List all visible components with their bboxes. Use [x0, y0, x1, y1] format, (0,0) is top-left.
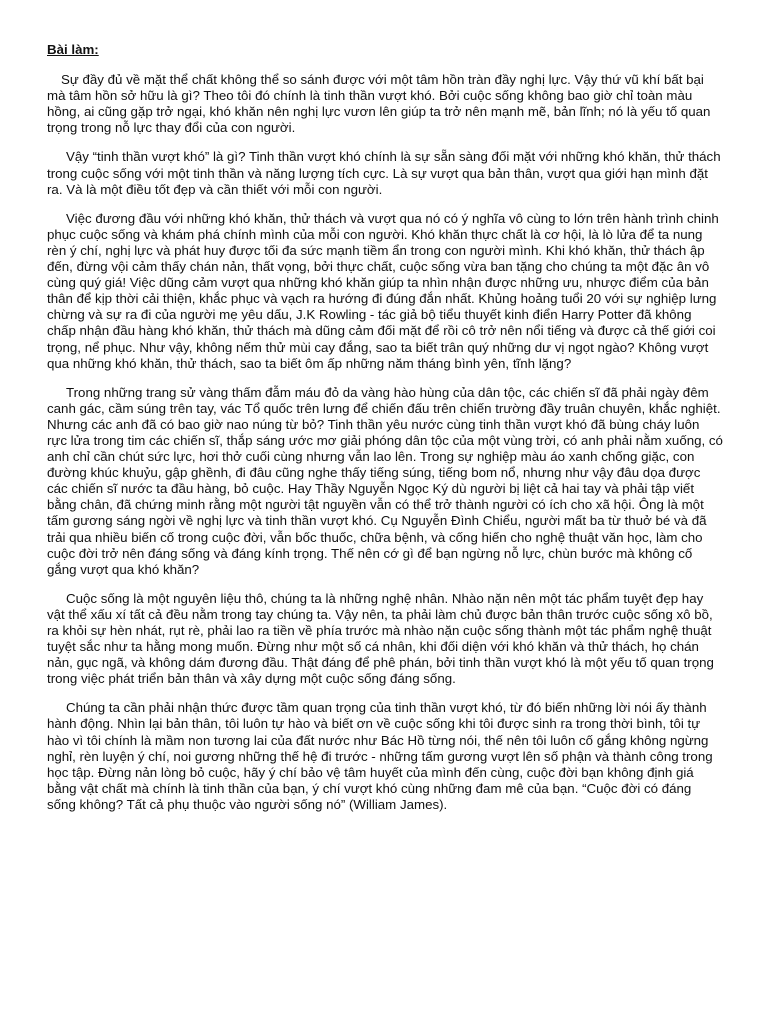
paragraph-critique: Cuộc sống là một nguyên liệu thô, chúng ta là những nghệ nhân. Nhào nặn nên một tác phẩm tuyệt đẹp hay vật thể xấu xí tất cả đều nằm trong tay chúng ta. Vậy nên, ta phải làm chủ được bản thân trước cuộc sống xô bồ, ra khỏi sự hèn nhát, rụt rè, phải lao ra tiền về phía trước mà nhào nặn cuộc sống thành một tác phẩm nghệ thuật tuyệt sắc như ta hằng mong muốn. Đừng như một số cá nhân, khi đối diện với khó khăn và thử thách, họ chán nản, gục ngã, và không dám đương đầu. Thật đáng để phê phán, bởi tinh thần vượt khó là một yếu tố quan trọng trong việc phát triển bản thân và xây dựng một cuộc sống đáng sống.: [47, 590, 714, 687]
paragraph-intro: Sự đầy đủ về mặt thể chất không thể so sánh được với một tâm hồn tràn đầy nghị lực. Vậy thứ vũ khí bất bại mà tâm hồn sở hữu là gì? Theo tôi đó chính là tinh thần vượt khó. Bởi cuộc sống không bao giờ chỉ toàn màu hồng, ai cũng gặp trở ngại, khó khăn nên nghị lực vươn lên giúp ta trở nên mạnh mẽ, bản lĩnh; nó là yếu tố quan trọng trong nỗ lực thay đổi của con người.: [47, 72, 711, 136]
paragraph-definition: Vậy “tinh thần vượt khó” là gì? Tinh thần vượt khó chính là sự sẵn sàng đối mặt với những khó khăn, thử thách trong cuộc sống với một tinh thần và năng lượng tích cực. Là sự vượt qua bản thân, vượt qua giới hạn mình đặt ra. Và là một điều tốt đẹp và cần thiết với mỗi con người.: [47, 149, 721, 197]
essay-heading: Bài làm:: [47, 42, 99, 57]
essay-body: [47, 42, 723, 826]
paragraph-examples: Trong những trang sử vàng thấm đẫm máu đỏ da vàng hào hùng của dân tộc, các chiến sĩ đã phải ngày đêm canh gác, cầm súng trên tay, vác Tổ quốc trên lưng để chiến đấu trên chiến trường đầy truân chuyên, khắc nghiệt. Nhưng các anh đã có bao giờ nao núng từ bỏ? Tinh thần yêu nước cùng tinh thần vượt khó đã bùng cháy luôn rực lửa trong tim các chiến sĩ, thắp sáng ước mơ giải phóng dân tộc của một vùng trời, có anh phải nằm xuống, có anh chỉ cần chút sức lực, hơi thở cuối cùng nhưng vẫn lao lên. Trong sự nghiệp màu áo xanh chống giặc, con đường khúc khuỷu, gập ghềnh, đi đâu cũng nghe thấy tiếng súng, tiếng bom nổ, nhưng như vậy đâu dọa được các chiến sĩ nước ta đầu hàng, bỏ cuộc. Hay Thầy Nguyễn Ngọc Ký dù người bị liệt cả hai tay và phải tập viết bằng chân, đã chứng minh rằng một người tật nguyền vẫn có thể trở thành người có ích cho xã hội. Ông là một tấm gương sáng ngời về nghị lực và tinh thần vượt khó. Cụ Nguyễn Đình Chiểu, người mất ba từ thuở bé và đã trải qua nhiều biến cố trong cuộc đời, vẫn bốc thuốc, chữa bệnh, và cống hiến cho nghệ thuật văn học, làm cho cuộc đời trở nên đáng sống và đáng kính trọng. Thế nên cớ gì để bạn ngừng nỗ lực, chùn bước mà không cố gắng vượt qua khó khăn?: [47, 384, 723, 577]
paragraph-meaning: Việc đương đầu với những khó khăn, thử thách và vượt qua nó có ý nghĩa vô cùng to lớn trên hành trình chinh phục cuộc sống và khám phá chính mình của mỗi con người. Khó khăn thực chất là cơ hội, là lò lửa để ta nung rèn ý chí, nghị lực và phát huy được tối đa sức mạnh tiềm ẩn trong con người mình. Khi khó khăn, thử thách ập đến, đừng vội cảm thấy chán nản, thất vọng, bởi thực chất, cuộc sống vừa ban tặng cho chúng ta một đặc ân vô cùng quý giá! Việc dũng cảm vượt qua những khó khăn giúp ta nhìn nhận được những ưu, nhược điểm của bản thân để kịp thời cải thiện, khắc phục và vạch ra hướng đi đúng đắn nhất. Khủng hoảng tuổi 20 với sự nghiệp lưng chừng và sự ra đi của người mẹ yêu dấu, J.K Rowling - tác giả bộ tiểu thuyết kinh điển Harry Potter đã không chấp nhận đầu hàng khó khăn, thử thách mà dũng cảm đối mặt để rồi cô trở nên nổi tiếng và được cả thế giới coi trọng, nể phục. Như vậy, không nếm thử mùi cay đắng, sao ta biết trân quý những dư vị ngọt ngào? Không vượt qua những khó khăn, thử thách, sao ta biết ôm ấp những năm tháng bình yên, tĩnh lặng?: [47, 210, 719, 371]
paragraph-conclusion: Chúng ta cần phải nhận thức được tầm quan trọng của tinh thần vượt khó, từ đó biến những lời nói ấy thành hành động. Nhìn lại bản thân, tôi luôn tự hào và biết ơn về cuộc sống khi tôi được sinh ra trong thời bình, tôi tự hào vì tôi chính là mầm non tương lai của đất nước như Bác Hồ từng nói, thế nên tôi luôn cố gắng không ngừng nghỉ, rèn luyện ý chí, noi gương những thế hệ đi trước - những tấm gương vượt lên số phận và thành công trong học tập. Đừng nản lòng bỏ cuộc, hãy ý chí bảo vệ tâm huyết của mình đến cùng, cuộc đời bạn không định giá bằng vật chất mà chính là tinh thần của bạn, ý chí vượt khó cùng những đam mê của bạn. “Cuộc đời có đáng sống không? Tất cả phụ thuộc vào người sống nó” (William James).: [47, 700, 713, 812]
